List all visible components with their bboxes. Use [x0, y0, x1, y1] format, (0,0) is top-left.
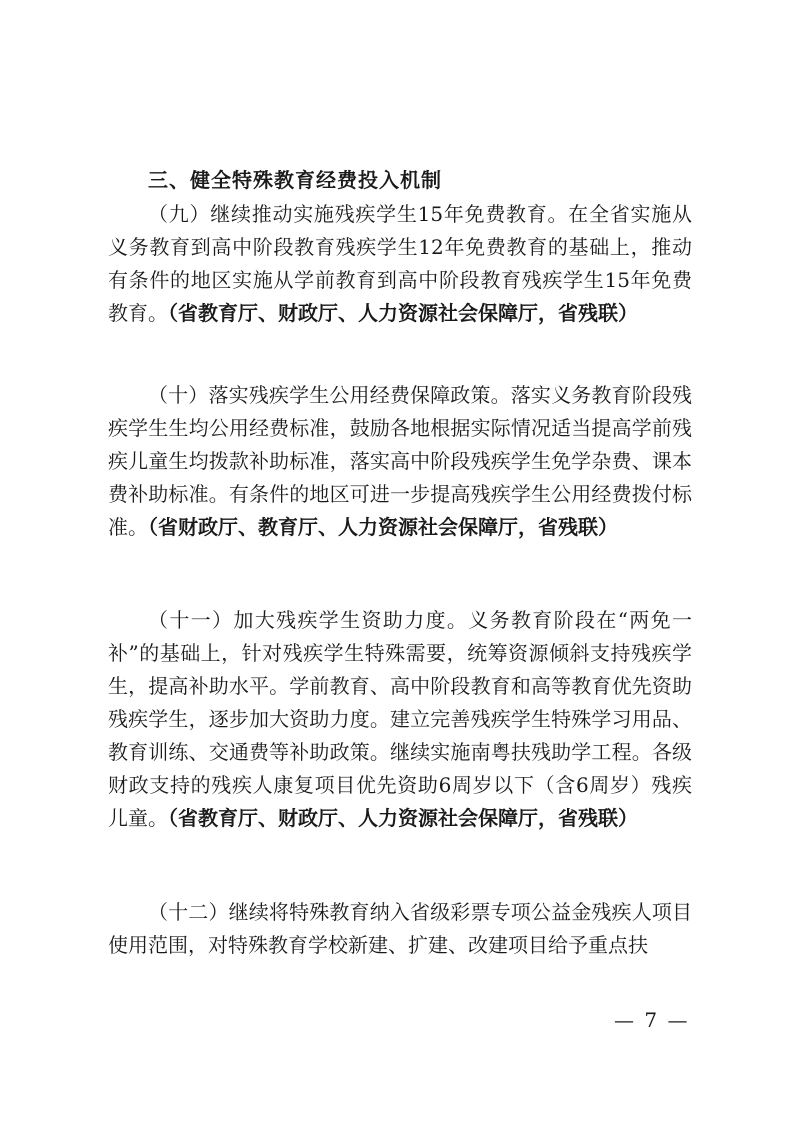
paragraph-9-agencies: （省教育厅、财政厅、人力资源社会保障厅，省残联） — [168, 301, 638, 325]
paragraph-10-body: （十）落实残疾学生公用经费保障政策。落实义务教育阶段残疾学生生均公用经费标准，鼓励各地根据实际情况适当提高学前残疾儿童生均拨款补助标准，落实高中阶段残疾学生免学杂费、课本费补助标准。有条件的地区可进一步提高残疾学生公用经费拨付标准。 — [108, 383, 692, 539]
paragraph-10-agencies: （省财政厅、教育厅、人力资源社会保障厅，省残联） — [148, 515, 618, 539]
paragraph-9 — [108, 198, 692, 330]
section-heading: 三、健全特殊教育经费投入机制 — [148, 168, 442, 192]
paragraph-12-body: （十二）继续将特殊教育纳入省级彩票专项公益金残疾人项目使用范围，对特殊教育学校新建、扩建、改建项目给予重点扶 — [108, 900, 692, 957]
paragraph-10 — [108, 379, 692, 544]
paragraph-11-agencies: （省教育厅、财政厅、人力资源社会保障厅，省残联） — [168, 806, 638, 830]
page-number: — 7 — — [614, 1008, 690, 1032]
paragraph-11 — [108, 604, 692, 835]
paragraph-11-body: （十一）加大残疾学生资助力度。义务教育阶段在“两免一补”的基础上，针对残疾学生特殊需要，统筹资源倾斜支持残疾学生，提高补助水平。学前教育、高中阶段教育和高等教育优先资助残疾学生，逐步加大资助力度。建立完善残疾学生特殊学习用品、教育训练、交通费等补助政策。继续实施南粤扶残助学工程。各级财政支持的残疾人康复项目优先资助6周岁以下（含6周岁）残疾儿童。 — [108, 608, 692, 830]
paragraph-9-body: （九）继续推动实施残疾学生15年免费教育。在全省实施从义务教育到高中阶段教育残疾学生12年免费教育的基础上，推动有条件的地区实施从学前教育到高中阶段教育残疾学生15年免费教育。 — [108, 202, 692, 325]
paragraph-12 — [108, 896, 692, 962]
